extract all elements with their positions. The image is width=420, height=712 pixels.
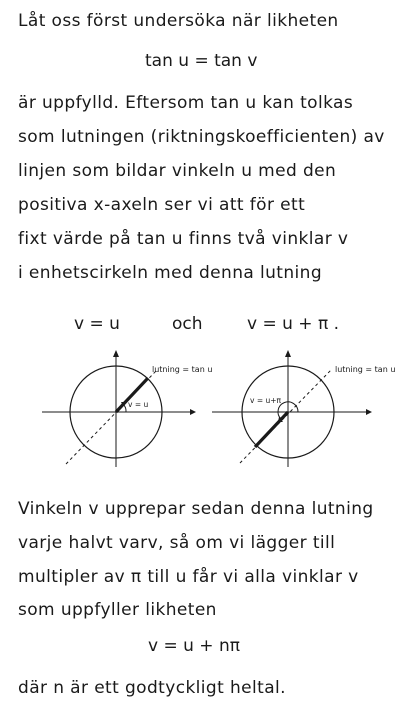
text-line: är uppfylld. Eftersom tan u kan tolkas xyxy=(18,93,354,113)
text-line: i enhetscirkeln med denna lutning xyxy=(18,263,323,283)
case-separator: och xyxy=(172,314,203,334)
text-line: där n är ett godtyckligt heltal. xyxy=(18,678,286,698)
text-line: Vinkeln v upprepar sedan denna lutning xyxy=(18,499,374,519)
y-axis-arrow-icon xyxy=(285,350,291,357)
slope-label: lutning = tan u xyxy=(335,365,396,374)
unit-circle-diagram-v-equals-u xyxy=(40,345,213,470)
equation-tan-u-equals-tan-v: tan u = tan v xyxy=(145,51,258,71)
x-axis-arrow-icon xyxy=(190,409,196,415)
text-line: varje halvt varv, så om vi lägger till xyxy=(18,533,336,553)
y-axis-arrow-icon xyxy=(113,350,119,357)
text-line: multipler av π till u får vi alla vinklar v xyxy=(18,567,359,587)
text-line: som uppfyller likheten xyxy=(18,600,217,620)
angle-label: v = u xyxy=(128,400,149,409)
text-line: linjen som bildar vinkeln u med den xyxy=(18,161,337,181)
text-line: positiva x-axeln ser vi att för ett xyxy=(18,195,306,215)
case-v-equals-u-plus-pi: v = u + π . xyxy=(247,314,339,334)
equation-v-equals-u-plus-n-pi: v = u + nπ xyxy=(148,636,240,656)
text-line: som lutningen (riktningskoefficienten) av xyxy=(18,127,385,147)
slope-label: lutning = tan u xyxy=(152,365,213,374)
unit-circle-diagram-v-equals-u-plus-pi xyxy=(210,345,400,470)
text-line: Låt oss först undersöka när likheten xyxy=(18,11,339,31)
text-line: fixt värde på tan u finns två vinklar v xyxy=(18,229,349,249)
x-axis-arrow-icon xyxy=(366,409,372,415)
case-v-equals-u: v = u xyxy=(74,314,120,334)
angle-label: v = u+π xyxy=(250,396,282,405)
